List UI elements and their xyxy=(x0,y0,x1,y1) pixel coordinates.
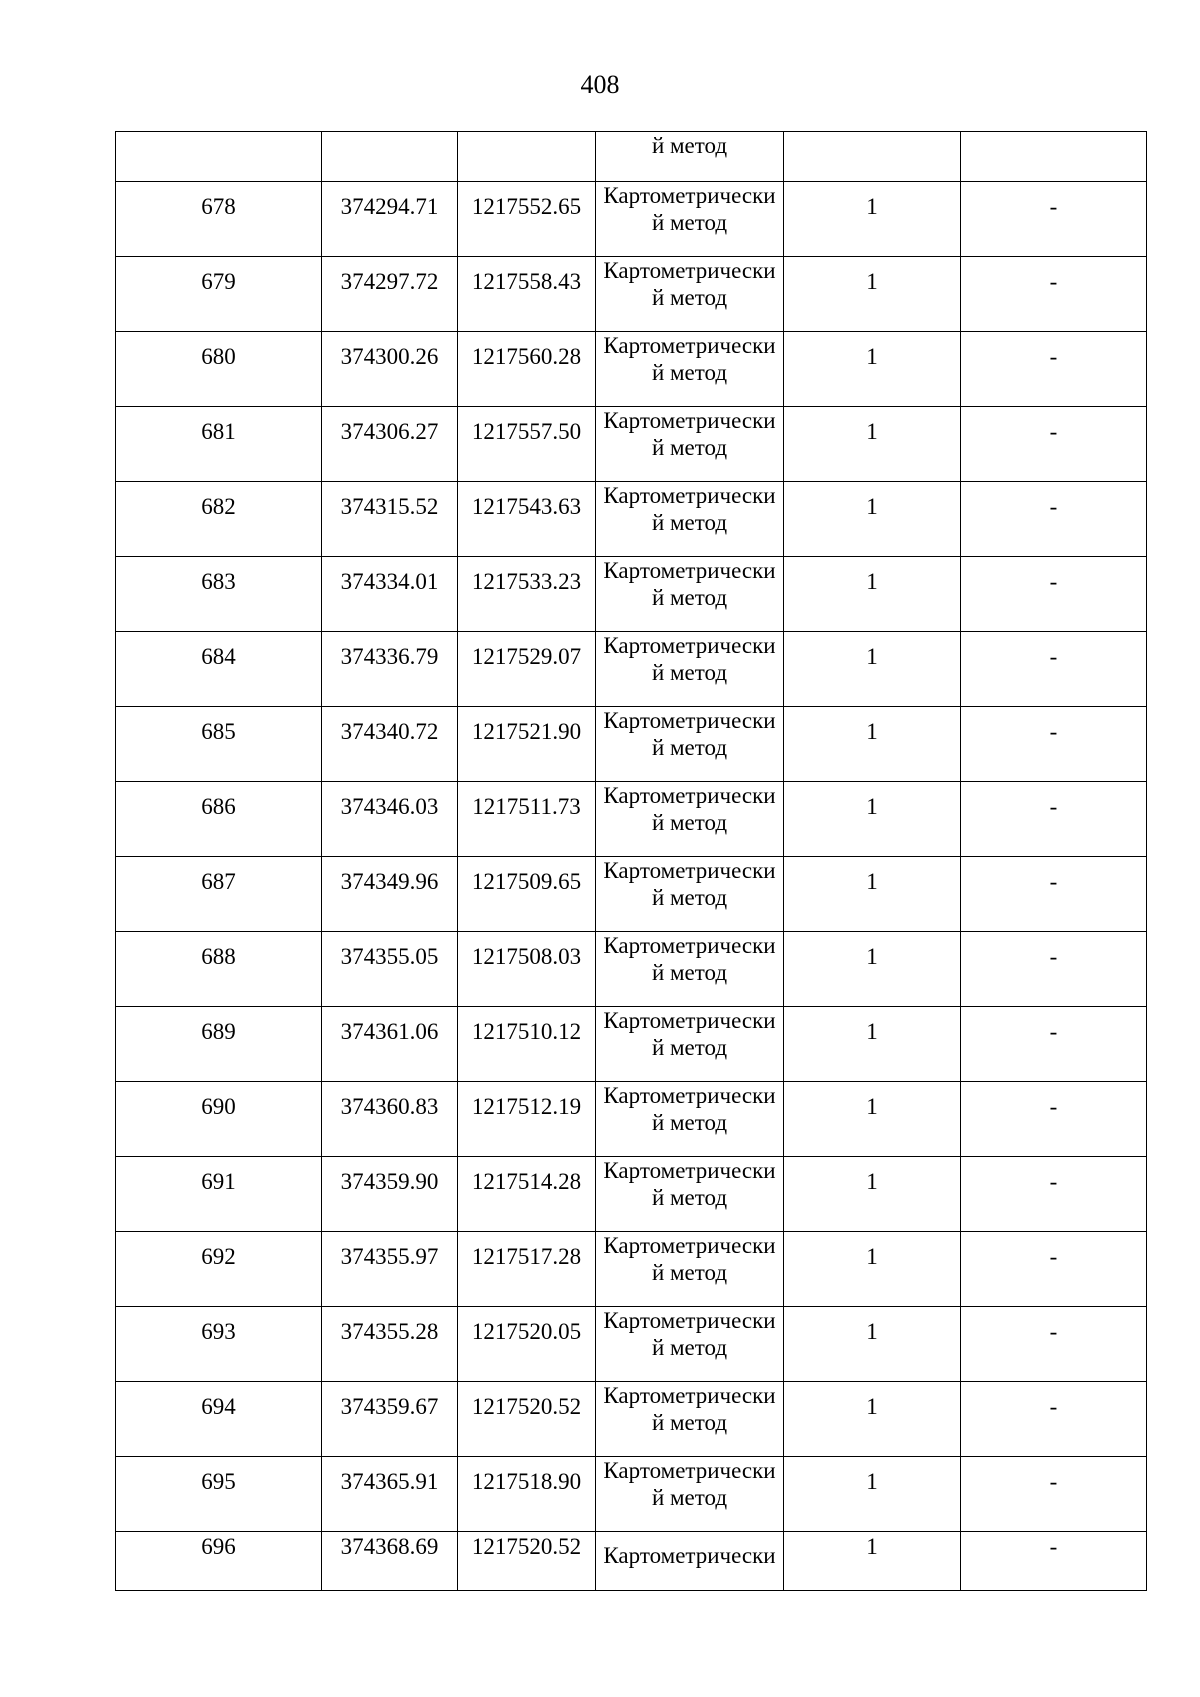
cell-method xyxy=(596,1157,784,1232)
method-tail: й метод xyxy=(651,133,728,158)
cell-x: 374355.28 xyxy=(322,1307,458,1382)
cell-y: 1217529.07 xyxy=(458,632,596,707)
cell-accuracy: 1 xyxy=(784,632,961,707)
cell-number: 686 xyxy=(116,782,322,857)
cell-y: 1217520.52 xyxy=(458,1382,596,1457)
method-line-2: й метод xyxy=(651,735,728,760)
method-line-1: Картометрически xyxy=(603,1083,776,1108)
cell-note: - xyxy=(961,332,1147,407)
cell-accuracy: 1 xyxy=(784,707,961,782)
cell-number: 696 xyxy=(116,1532,322,1591)
method-line-1: Картометрически xyxy=(603,933,776,958)
cell-note: - xyxy=(961,632,1147,707)
cell-number: 684 xyxy=(116,632,322,707)
cell-x: 374355.97 xyxy=(322,1232,458,1307)
method-line-2: й метод xyxy=(651,510,728,535)
method-line-2: й метод xyxy=(651,1260,728,1285)
table-row xyxy=(116,257,1147,332)
cell-x: 374355.05 xyxy=(322,932,458,1007)
cell-note: - xyxy=(961,482,1147,557)
cell-note: - xyxy=(961,1007,1147,1082)
cell-method xyxy=(596,1007,784,1082)
cell-accuracy: 1 xyxy=(784,1082,961,1157)
cell-x: 374361.06 xyxy=(322,1007,458,1082)
method-line-1: Картометрически xyxy=(603,858,776,883)
cell-method xyxy=(596,632,784,707)
cell-x: 374306.27 xyxy=(322,407,458,482)
cell-method xyxy=(596,1232,784,1307)
cell-note: - xyxy=(961,1382,1147,1457)
cell-accuracy: 1 xyxy=(784,932,961,1007)
cell-y: 1217560.28 xyxy=(458,332,596,407)
cell-method xyxy=(596,407,784,482)
method-line-2: й метод xyxy=(651,1485,728,1510)
cell-note: - xyxy=(961,707,1147,782)
table-row xyxy=(116,1382,1147,1457)
method-line-2: й метод xyxy=(651,585,728,610)
cell-number xyxy=(116,132,322,182)
cell-method xyxy=(596,1082,784,1157)
coordinates-table-body xyxy=(116,132,1147,1591)
cell-accuracy: 1 xyxy=(784,332,961,407)
cell-accuracy: 1 xyxy=(784,857,961,932)
method-line-2: й метод xyxy=(651,285,728,310)
method-line-1: Картометрически xyxy=(603,783,776,808)
cell-y xyxy=(458,132,596,182)
cell-x xyxy=(322,132,458,182)
cell-number: 683 xyxy=(116,557,322,632)
cell-x: 374346.03 xyxy=(322,782,458,857)
cell-method xyxy=(596,707,784,782)
table-row xyxy=(116,1307,1147,1382)
cell-note: - xyxy=(961,1232,1147,1307)
cell-x: 374359.67 xyxy=(322,1382,458,1457)
method-line-2: й метод xyxy=(651,810,728,835)
cell-x: 374336.79 xyxy=(322,632,458,707)
cell-accuracy: 1 xyxy=(784,1157,961,1232)
cell-method xyxy=(596,1457,784,1532)
cell-x: 374340.72 xyxy=(322,707,458,782)
cell-number: 690 xyxy=(116,1082,322,1157)
table-row-last xyxy=(116,1532,1147,1591)
table-row xyxy=(116,1082,1147,1157)
method-line-1: Картометрически xyxy=(603,183,776,208)
cell-note: - xyxy=(961,1082,1147,1157)
cell-y: 1217511.73 xyxy=(458,782,596,857)
cell-accuracy: 1 xyxy=(784,1457,961,1532)
method-line-1: Картометрически xyxy=(603,408,776,433)
cell-method xyxy=(596,332,784,407)
coordinates-table xyxy=(115,131,1147,1591)
method-line-1: Картометрически xyxy=(603,1308,776,1333)
cell-y: 1217520.05 xyxy=(458,1307,596,1382)
method-line-2: й метод xyxy=(651,360,728,385)
method-line-1: Картометрически xyxy=(603,333,776,358)
cell-accuracy: 1 xyxy=(784,257,961,332)
method-line-2: й метод xyxy=(651,885,728,910)
method-line-1: Картометрически xyxy=(603,1233,776,1258)
method-line-1: Картометрически xyxy=(603,1158,776,1183)
method-line-1: Картометрически xyxy=(603,483,776,508)
cell-accuracy: 1 xyxy=(784,557,961,632)
cell-method xyxy=(596,1532,784,1591)
cell-y: 1217533.23 xyxy=(458,557,596,632)
method-line-2: й метод xyxy=(651,660,728,685)
table-row xyxy=(116,1007,1147,1082)
cell-note: - xyxy=(961,1457,1147,1532)
cell-number: 682 xyxy=(116,482,322,557)
cell-y: 1217518.90 xyxy=(458,1457,596,1532)
cell-number: 688 xyxy=(116,932,322,1007)
method-line-1: Картометрически xyxy=(603,1458,776,1483)
cell-accuracy: 1 xyxy=(784,1382,961,1457)
cell-x: 374349.96 xyxy=(322,857,458,932)
method-line-2: й метод xyxy=(651,1035,728,1060)
cell-method xyxy=(596,1307,784,1382)
cell-number: 681 xyxy=(116,407,322,482)
cell-number: 695 xyxy=(116,1457,322,1532)
cell-x: 374368.69 xyxy=(322,1532,458,1591)
cell-x: 374315.52 xyxy=(322,482,458,557)
cell-x: 374360.83 xyxy=(322,1082,458,1157)
method-line-1: Картометрически xyxy=(603,558,776,583)
page-number: 408 xyxy=(580,70,620,99)
table-row xyxy=(116,1157,1147,1232)
cell-number: 692 xyxy=(116,1232,322,1307)
cell-accuracy: 1 xyxy=(784,1232,961,1307)
cell-y: 1217512.19 xyxy=(458,1082,596,1157)
cell-x: 374294.71 xyxy=(322,182,458,257)
cell-accuracy xyxy=(784,132,961,182)
cell-y: 1217509.65 xyxy=(458,857,596,932)
cell-x: 374334.01 xyxy=(322,557,458,632)
method-line-1: Картометрически xyxy=(603,258,776,283)
method-line-2: й метод xyxy=(651,1410,728,1435)
cell-y: 1217543.63 xyxy=(458,482,596,557)
cell-method xyxy=(596,182,784,257)
method-line-2: й метод xyxy=(651,210,728,235)
cell-accuracy: 1 xyxy=(784,1307,961,1382)
cell-method xyxy=(596,857,784,932)
table-row xyxy=(116,707,1147,782)
cell-number: 680 xyxy=(116,332,322,407)
cell-method xyxy=(596,132,784,182)
method-line-1: Картометрически xyxy=(603,708,776,733)
cell-number: 689 xyxy=(116,1007,322,1082)
cell-number: 693 xyxy=(116,1307,322,1382)
cell-note: - xyxy=(961,857,1147,932)
method-line-2: й метод xyxy=(651,1335,728,1360)
cell-accuracy: 1 xyxy=(784,1532,961,1591)
cell-note xyxy=(961,132,1147,182)
cell-note: - xyxy=(961,1157,1147,1232)
cell-y: 1217510.12 xyxy=(458,1007,596,1082)
table-row xyxy=(116,332,1147,407)
cell-note: - xyxy=(961,182,1147,257)
cell-method xyxy=(596,257,784,332)
cell-method xyxy=(596,1382,784,1457)
cell-accuracy: 1 xyxy=(784,182,961,257)
cell-x: 374300.26 xyxy=(322,332,458,407)
continued-row xyxy=(116,132,1147,182)
cell-y: 1217520.52 xyxy=(458,1532,596,1591)
table-row xyxy=(116,557,1147,632)
cell-y: 1217552.65 xyxy=(458,182,596,257)
table-row xyxy=(116,632,1147,707)
cell-x: 374365.91 xyxy=(322,1457,458,1532)
cell-number: 679 xyxy=(116,257,322,332)
method-line-1: Картометрически xyxy=(603,1008,776,1033)
cell-accuracy: 1 xyxy=(784,482,961,557)
method-line-1: Картометрически xyxy=(603,633,776,658)
method-line-2: й метод xyxy=(651,435,728,460)
cell-accuracy: 1 xyxy=(784,782,961,857)
table-row xyxy=(116,1232,1147,1307)
cell-note: - xyxy=(961,782,1147,857)
method-line-1: Картометрически xyxy=(603,1383,776,1408)
cell-y: 1217558.43 xyxy=(458,257,596,332)
cell-number: 685 xyxy=(116,707,322,782)
method-line-2: й метод xyxy=(651,1185,728,1210)
cell-note: - xyxy=(961,257,1147,332)
table-row xyxy=(116,932,1147,1007)
cell-number: 691 xyxy=(116,1157,322,1232)
method-line-1: Картометрически xyxy=(603,1543,776,1568)
cell-accuracy: 1 xyxy=(784,407,961,482)
table-row xyxy=(116,482,1147,557)
method-line-2: й метод xyxy=(651,1110,728,1135)
cell-note: - xyxy=(961,1307,1147,1382)
table-row xyxy=(116,857,1147,932)
table-row xyxy=(116,782,1147,857)
cell-y: 1217517.28 xyxy=(458,1232,596,1307)
method-line-2: й метод xyxy=(651,960,728,985)
cell-y: 1217514.28 xyxy=(458,1157,596,1232)
cell-number: 687 xyxy=(116,857,322,932)
table-row xyxy=(116,407,1147,482)
cell-method xyxy=(596,557,784,632)
cell-method xyxy=(596,932,784,1007)
cell-method xyxy=(596,782,784,857)
cell-y: 1217557.50 xyxy=(458,407,596,482)
cell-x: 374359.90 xyxy=(322,1157,458,1232)
cell-accuracy: 1 xyxy=(784,1007,961,1082)
cell-method xyxy=(596,482,784,557)
cell-number: 694 xyxy=(116,1382,322,1457)
cell-y: 1217521.90 xyxy=(458,707,596,782)
cell-note: - xyxy=(961,407,1147,482)
cell-note: - xyxy=(961,557,1147,632)
cell-x: 374297.72 xyxy=(322,257,458,332)
cell-note: - xyxy=(961,1532,1147,1591)
table-row xyxy=(116,182,1147,257)
table-row xyxy=(116,1457,1147,1532)
cell-number: 678 xyxy=(116,182,322,257)
cell-y: 1217508.03 xyxy=(458,932,596,1007)
cell-note: - xyxy=(961,932,1147,1007)
